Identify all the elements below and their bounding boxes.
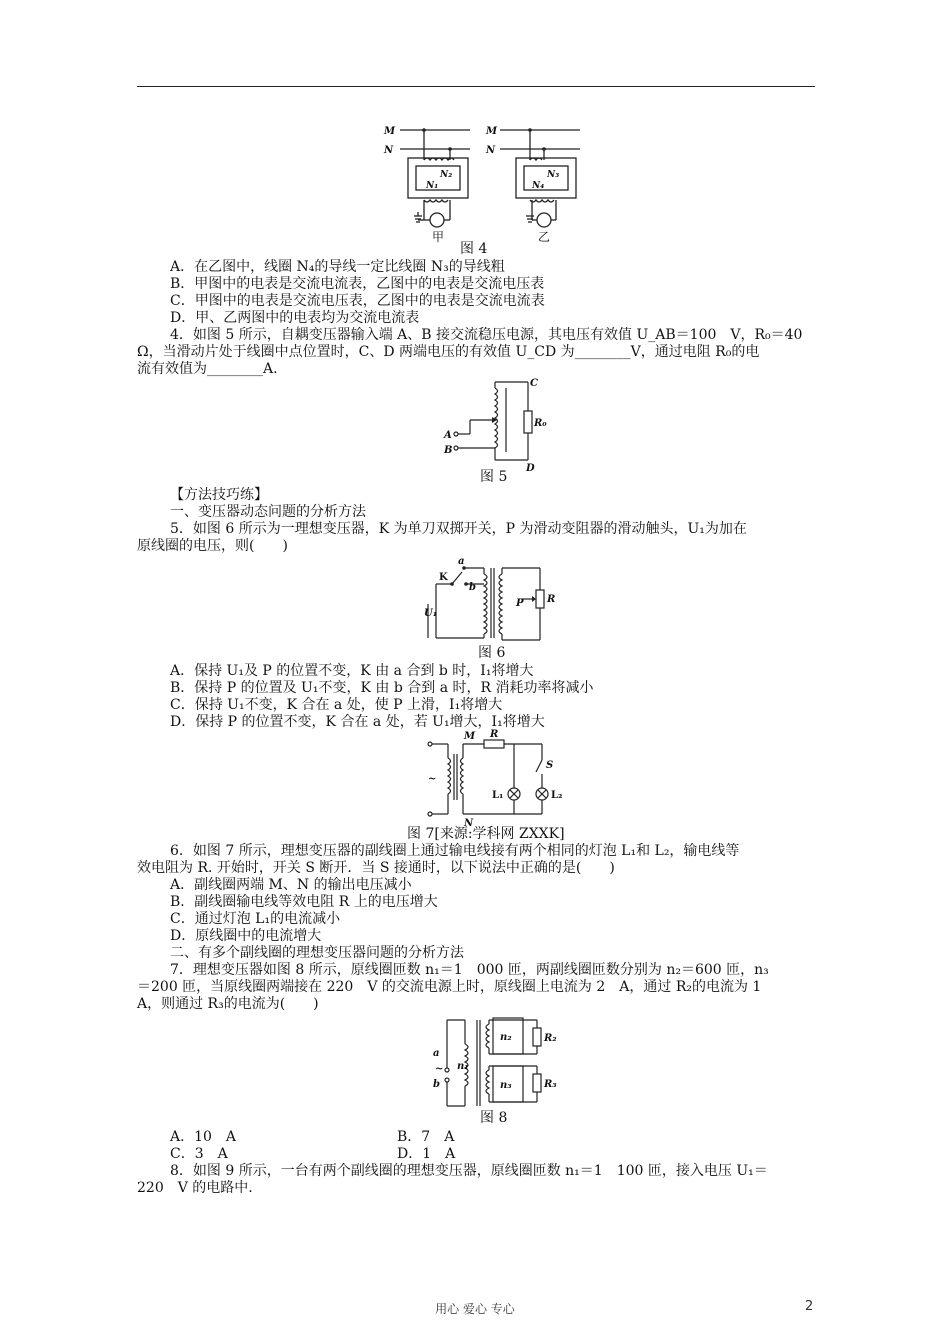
- subsection-2: 二、有多个副线圈的理想变压器问题的分析方法: [170, 945, 464, 961]
- page-number: 2: [805, 1299, 814, 1314]
- q6-option-b: B．副线圈输电线等效电阻 R 上的电压增大: [170, 894, 438, 910]
- q3-option-b: B．甲图中的电表是交流电流表，乙图中的电表是交流电压表: [170, 276, 545, 292]
- q7-line-1: 7．理想变压器如图 8 所示，原线圈匝数 n₁＝1 000 匝，两副线圈匝数分别为 n₂＝600 匝，n₃: [170, 962, 769, 978]
- fig4-label-m1: M: [384, 126, 396, 137]
- fig6-label-k: K: [439, 572, 448, 583]
- figure-8-caption: 图 8: [480, 1110, 508, 1126]
- q4-line-3: 流有效值为________A.: [137, 361, 278, 377]
- q7-line-2: ＝200 匝，当原线圈两端接在 220 V 的交流电源上时，原线圈上电流为 2 A，通过 R₂的电流为 1: [137, 979, 762, 995]
- fig8-label-r3: R₃: [544, 1079, 557, 1090]
- fig8-label-n1: n₁: [457, 1061, 469, 1072]
- q6-line-1: 6．如图 7 所示，理想变压器的副线圈上通过输电线接有两个相同的灯泡 L₁和 L₂，输电线等: [170, 843, 740, 859]
- q4-line-1: 4．如图 5 所示，自耦变压器输入端 A、B 接交流稳压电源，其电压有效值 U_AB＝100 V，R₀＝40: [170, 327, 803, 343]
- fig8-label-r2: R₂: [544, 1033, 557, 1044]
- figure-7-caption: 图 7[来源:学科网 ZXXK]: [407, 826, 565, 842]
- q3-option-a: A．在乙图中，线圈 N₄的导线一定比线圈 N₃的导线粗: [170, 259, 505, 275]
- figure-7: [420, 728, 580, 829]
- figure-6: [422, 554, 562, 646]
- header-rule: [137, 86, 815, 87]
- section-title: 【方法技巧练】: [170, 487, 268, 503]
- fig6-label-u1: U₁: [424, 608, 438, 619]
- fig6-label-a: a: [458, 556, 465, 567]
- fig6-label-r: R: [547, 594, 556, 605]
- fig4-coil-n2: N₂: [440, 170, 453, 180]
- fig4-label-yi: 乙: [538, 230, 551, 244]
- figure-4-caption: 图 4: [460, 241, 488, 257]
- q7-option-d: D．1 A: [397, 1146, 456, 1162]
- fig4-coil-n1: N₁: [426, 181, 439, 191]
- q6-option-d: D．原线圈中的电流增大: [170, 928, 322, 944]
- fig7-label-n: N: [464, 818, 474, 829]
- q6-option-c: C．通过灯泡 L₁的电流减小: [170, 911, 341, 927]
- fig8-label-a: a: [433, 1048, 440, 1059]
- q5-option-a: A．保持 U₁及 P 的位置不变，K 由 a 合到 b 时，I₁将增大: [170, 663, 534, 679]
- fig4-label-jia: 甲: [432, 230, 445, 244]
- fig7-label-s: S: [546, 760, 554, 771]
- q7-option-c: C．3 A: [170, 1146, 228, 1162]
- figure-4: [380, 120, 590, 245]
- fig5-label-r0: R₀: [534, 418, 547, 429]
- fig5-label-b: B: [444, 445, 453, 456]
- q8-line-1: 8．如图 9 所示，一台有两个副线圈的理想变压器，原线圈匝数 n₁＝1 100 匝，接入电压 U₁＝: [170, 1163, 768, 1179]
- q6-line-2: 效电阻为 R. 开始时，开关 S 断开．当 S 接通时，以下说法中正确的是( ): [137, 860, 615, 876]
- q4-line-2: Ω，当滑动片处于线圈中点位置时，C、D 两端电压的有效值 U_CD 为________V，通过电阻 R₀的电: [137, 344, 760, 360]
- q5-option-c: C．保持 U₁不变，K 合在 a 处，使 P 上滑，I₁将增大: [170, 697, 503, 713]
- fig7-label-l1: L₁: [492, 790, 504, 801]
- fig7-label-l2: L₂: [551, 790, 563, 801]
- fig4-coil-n3: N₃: [547, 170, 560, 180]
- fig8-label-n2: n₂: [500, 1032, 512, 1043]
- q3-option-c: C．甲图中的电表是交流电压表，乙图中的电表是交流电流表: [170, 293, 545, 309]
- figure-6-caption: 图 6: [478, 645, 506, 661]
- fig6-label-b: b: [469, 582, 476, 593]
- q5-option-b: B．保持 P 的位置及 U₁不变，K 由 b 合到 a 时，R 消耗功率将减小: [170, 680, 594, 696]
- figure-5-caption: 图 5: [480, 469, 508, 485]
- q6-option-a: A．副线圈两端 M、N 的输出电压减小: [170, 877, 412, 893]
- figure-8: [425, 1012, 575, 1112]
- q7-option-b: B．7 A: [397, 1129, 455, 1145]
- q3-option-d: D．甲、乙两图中的电表均为交流电流表: [170, 310, 420, 326]
- fig5-label-a: A: [444, 430, 452, 441]
- page-footer: 用心 爱心 专心: [435, 1302, 515, 1316]
- fig5-label-c: C: [530, 378, 538, 389]
- q5-option-d: D．保持 P 的位置不变，K 合在 a 处，若 U₁增大，I₁将增大: [170, 714, 545, 730]
- fig4-coil-n4: N₄: [532, 181, 545, 191]
- fig4-label-m2: M: [486, 126, 498, 137]
- subsection-1: 一、变压器动态问题的分析方法: [170, 504, 366, 520]
- fig6-label-p: P: [516, 598, 524, 609]
- fig5-label-d: D: [526, 463, 535, 474]
- figure-5: [440, 376, 550, 474]
- q5-line-1: 5．如图 6 所示为一理想变压器，K 为单刀双掷开关，P 为滑动变阻器的滑动触头，U₁为加在: [170, 521, 747, 537]
- fig4-label-n1: N: [384, 145, 394, 156]
- fig7-ac-symbol: ~: [428, 774, 437, 785]
- fig8-label-b: b: [433, 1079, 440, 1090]
- q8-line-2: 220 V 的电路中.: [137, 1180, 253, 1196]
- fig7-label-r: R: [490, 729, 499, 740]
- fig7-label-m: M: [464, 731, 476, 742]
- fig8-label-n3: n₃: [500, 1080, 512, 1091]
- q7-line-3: A，则通过 R₃的电流为( ): [137, 996, 319, 1012]
- q5-line-2: 原线圈的电压，则( ): [137, 538, 288, 554]
- fig8-ac-symbol: ~: [435, 1064, 444, 1075]
- fig4-label-n2: N: [486, 145, 496, 156]
- q7-option-a: A．10 A: [170, 1129, 237, 1145]
